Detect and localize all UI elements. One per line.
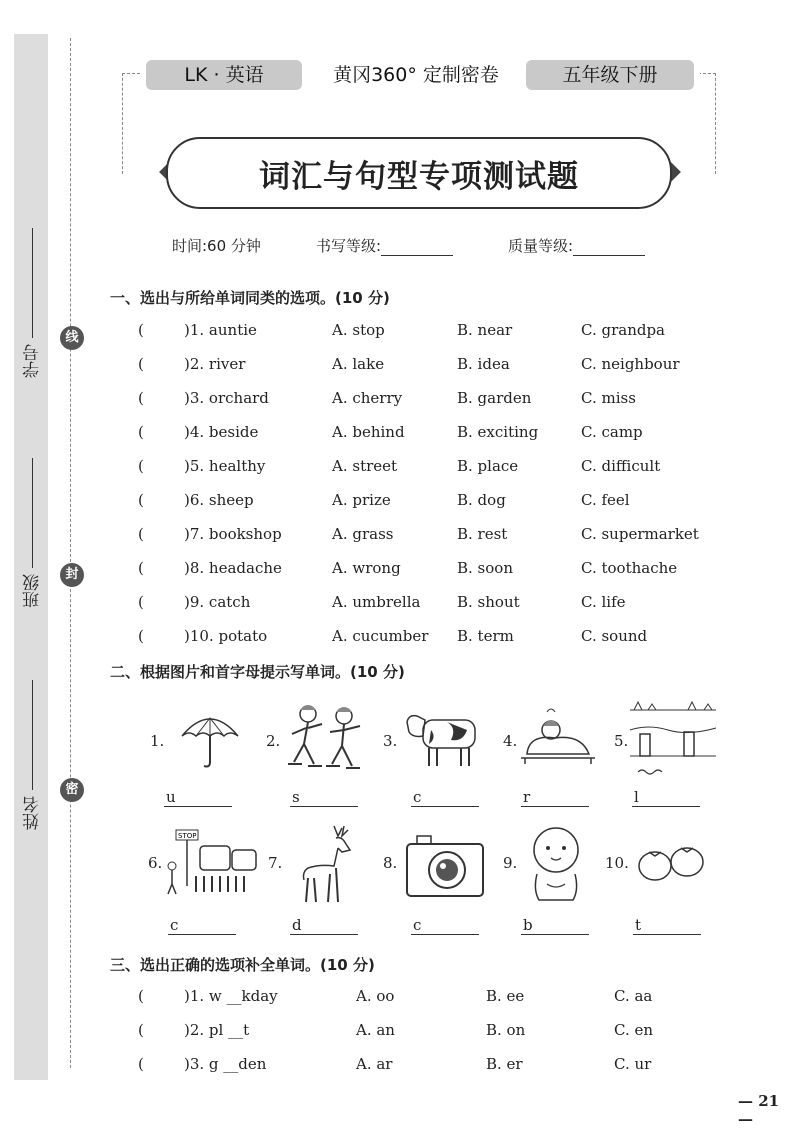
answer-paren[interactable]: ( xyxy=(138,423,144,441)
camera-icon xyxy=(405,832,485,900)
section1-question-row xyxy=(0,321,794,345)
option-b[interactable]: B. garden xyxy=(457,389,532,407)
tomato-icon xyxy=(635,840,707,884)
option-c[interactable]: C. en xyxy=(614,1021,654,1039)
answer-paren[interactable]: ( xyxy=(138,987,144,1005)
item-number: 2. xyxy=(266,732,281,750)
cut-mark-feng: 封 xyxy=(60,563,84,587)
option-b[interactable]: B. er xyxy=(486,1055,523,1073)
answer-paren[interactable]: ( xyxy=(138,491,144,509)
answer-blank[interactable]: t xyxy=(633,916,701,935)
picture-item-2 xyxy=(266,700,376,810)
picture-item-1 xyxy=(150,700,260,810)
answer-paren[interactable]: ( xyxy=(138,355,144,373)
resting-child-icon xyxy=(515,704,601,770)
answer-paren[interactable]: ( xyxy=(138,525,144,543)
option-a[interactable]: A. cherry xyxy=(332,389,403,407)
item-number: 7. xyxy=(268,854,283,872)
answer-blank[interactable]: r xyxy=(521,788,589,807)
question-stem: )2. river xyxy=(184,355,246,373)
option-c[interactable]: C. ur xyxy=(614,1055,652,1073)
section3-question-row xyxy=(0,1055,794,1079)
option-a[interactable]: A. oo xyxy=(356,987,395,1005)
option-a[interactable]: A. behind xyxy=(332,423,405,441)
picture-item-4 xyxy=(503,700,613,810)
writing-grade-blank[interactable] xyxy=(381,241,453,256)
option-b[interactable]: B. idea xyxy=(457,355,510,373)
cut-line xyxy=(70,38,71,1068)
option-a[interactable]: A. prize xyxy=(332,491,391,509)
section1-question-row xyxy=(0,559,794,583)
cut-mark-mi: 密 xyxy=(60,778,84,802)
item-number: 5. xyxy=(614,732,629,750)
question-stem: )1. w __kday xyxy=(184,987,278,1005)
grade-pill: 五年级下册 xyxy=(526,60,694,90)
answer-paren[interactable]: ( xyxy=(138,389,144,407)
cow-icon xyxy=(403,708,481,772)
option-c[interactable]: C. supermarket xyxy=(581,525,699,543)
question-stem: )3. orchard xyxy=(184,389,269,407)
stop-sign-text: STOP xyxy=(178,832,197,840)
answer-blank[interactable]: u xyxy=(164,788,232,807)
item-number: 3. xyxy=(383,732,398,750)
option-b[interactable]: B. dog xyxy=(457,491,506,509)
option-a[interactable]: A. lake xyxy=(332,355,385,373)
section1-question-row xyxy=(0,355,794,379)
answer-paren[interactable]: ( xyxy=(138,627,144,645)
picture-item-3 xyxy=(383,700,493,810)
question-stem: )8. headache xyxy=(184,559,282,577)
section1-question-row xyxy=(0,627,794,651)
umbrella-icon xyxy=(178,706,242,770)
section1-question-row xyxy=(0,423,794,447)
question-stem: )7. bookshop xyxy=(184,525,282,543)
option-c[interactable]: C. neighbour xyxy=(581,355,680,373)
answer-paren[interactable]: ( xyxy=(138,559,144,577)
class-label: 班级 xyxy=(23,574,43,608)
option-a[interactable]: A. umbrella xyxy=(332,593,421,611)
option-b[interactable]: B. on xyxy=(486,1021,526,1039)
option-b[interactable]: B. exciting xyxy=(457,423,539,441)
title-box xyxy=(166,137,672,209)
answer-paren[interactable]: ( xyxy=(138,1021,144,1039)
option-a[interactable]: A. an xyxy=(356,1021,395,1039)
option-a[interactable]: A. stop xyxy=(332,321,385,339)
option-c[interactable]: C. difficult xyxy=(581,457,661,475)
student-id-label: 学号 xyxy=(23,344,43,378)
option-b[interactable]: B. place xyxy=(457,457,519,475)
baby-icon xyxy=(525,824,587,904)
option-b[interactable]: B. term xyxy=(457,627,514,645)
option-a[interactable]: A. grass xyxy=(332,525,394,543)
option-c[interactable]: C. grandpa xyxy=(581,321,666,339)
section1-question-row xyxy=(0,525,794,549)
option-c[interactable]: C. camp xyxy=(581,423,643,441)
option-a[interactable]: A. ar xyxy=(356,1055,393,1073)
quality-grade-label: 质量等级: xyxy=(508,237,574,255)
option-c[interactable]: C. life xyxy=(581,593,626,611)
item-number: 6. xyxy=(148,854,163,872)
skating-kids-icon xyxy=(284,702,370,778)
writing-grade-label: 书写等级: xyxy=(316,237,382,255)
option-c[interactable]: C. toothache xyxy=(581,559,678,577)
quality-grade-blank[interactable] xyxy=(573,241,645,256)
section3-question-row xyxy=(0,987,794,1011)
answer-blank[interactable]: c xyxy=(168,916,236,935)
writing-grade[interactable] xyxy=(316,235,453,256)
answer-paren[interactable]: ( xyxy=(138,593,144,611)
cut-mark-xian: 线 xyxy=(60,326,84,350)
answer-paren[interactable]: ( xyxy=(138,321,144,339)
picture-item-9 xyxy=(503,822,603,938)
answer-blank[interactable]: s xyxy=(290,788,358,807)
header-bar xyxy=(140,58,700,92)
question-stem: )3. g __den xyxy=(184,1055,267,1073)
option-c[interactable]: C. sound xyxy=(581,627,648,645)
item-number: 8. xyxy=(383,854,398,872)
question-stem: )10. potato xyxy=(184,627,268,645)
option-b[interactable]: B. shout xyxy=(457,593,520,611)
name-field[interactable] xyxy=(20,680,44,830)
time-limit: 时间:60 分钟 xyxy=(172,237,261,255)
option-c[interactable]: C. feel xyxy=(581,491,630,509)
option-a[interactable]: A. street xyxy=(332,457,398,475)
picture-item-5 xyxy=(614,700,724,810)
answer-paren[interactable]: ( xyxy=(138,457,144,475)
answer-paren[interactable]: ( xyxy=(138,1055,144,1073)
page-number: — 21 — xyxy=(738,1092,780,1128)
option-b[interactable]: B. rest xyxy=(457,525,508,543)
option-a[interactable]: A. wrong xyxy=(332,559,401,577)
answer-blank[interactable]: c xyxy=(411,788,479,807)
lake-icon xyxy=(628,700,718,780)
answer-blank[interactable]: d xyxy=(290,916,358,935)
picture-item-8 xyxy=(383,822,493,938)
picture-item-10 xyxy=(605,822,715,938)
option-a[interactable]: A. cucumber xyxy=(332,627,429,645)
item-number: 9. xyxy=(503,854,518,872)
section1-title: 一、选出与所给单词同类的选项。(10 分) xyxy=(110,289,390,307)
page-title: 词汇与句型专项测试题 xyxy=(259,159,579,195)
answer-blank[interactable]: l xyxy=(632,788,700,807)
section3-question-row xyxy=(0,1021,794,1045)
option-c[interactable]: C. aa xyxy=(614,987,653,1005)
subject-pill: LK · 英语 xyxy=(146,60,302,90)
option-b[interactable]: B. ee xyxy=(486,987,525,1005)
picture-item-7 xyxy=(268,822,378,938)
question-stem: )2. pl __t xyxy=(184,1021,250,1039)
item-number: 10. xyxy=(605,854,629,872)
question-stem: )4. beside xyxy=(184,423,259,441)
section1-question-row xyxy=(0,593,794,617)
question-stem: )6. sheep xyxy=(184,491,254,509)
option-c[interactable]: C. miss xyxy=(581,389,636,407)
option-b[interactable]: B. soon xyxy=(457,559,513,577)
answer-blank[interactable]: b xyxy=(521,916,589,935)
answer-blank[interactable]: c xyxy=(411,916,479,935)
section1-question-row xyxy=(0,389,794,413)
section1-question-row xyxy=(0,491,794,515)
option-b[interactable]: B. near xyxy=(457,321,513,339)
question-stem: )9. catch xyxy=(184,593,251,611)
question-stem: )5. healthy xyxy=(184,457,266,475)
question-stem: )1. auntie xyxy=(184,321,257,339)
section2-title: 二、根据图片和首字母提示写单词。(10 分) xyxy=(110,663,405,681)
picture-item-6 xyxy=(148,822,268,938)
name-label: 姓名 xyxy=(23,796,43,830)
series-name: 黄冈360° 定制密卷 xyxy=(333,64,499,86)
item-number: 1. xyxy=(150,732,165,750)
quality-grade[interactable] xyxy=(508,235,645,256)
deer-icon xyxy=(294,822,364,906)
section3-title: 三、选出正确的选项补全单词。(10 分) xyxy=(110,956,375,974)
crossing-icon xyxy=(166,826,266,898)
item-number: 4. xyxy=(503,732,518,750)
section1-question-row xyxy=(0,457,794,481)
